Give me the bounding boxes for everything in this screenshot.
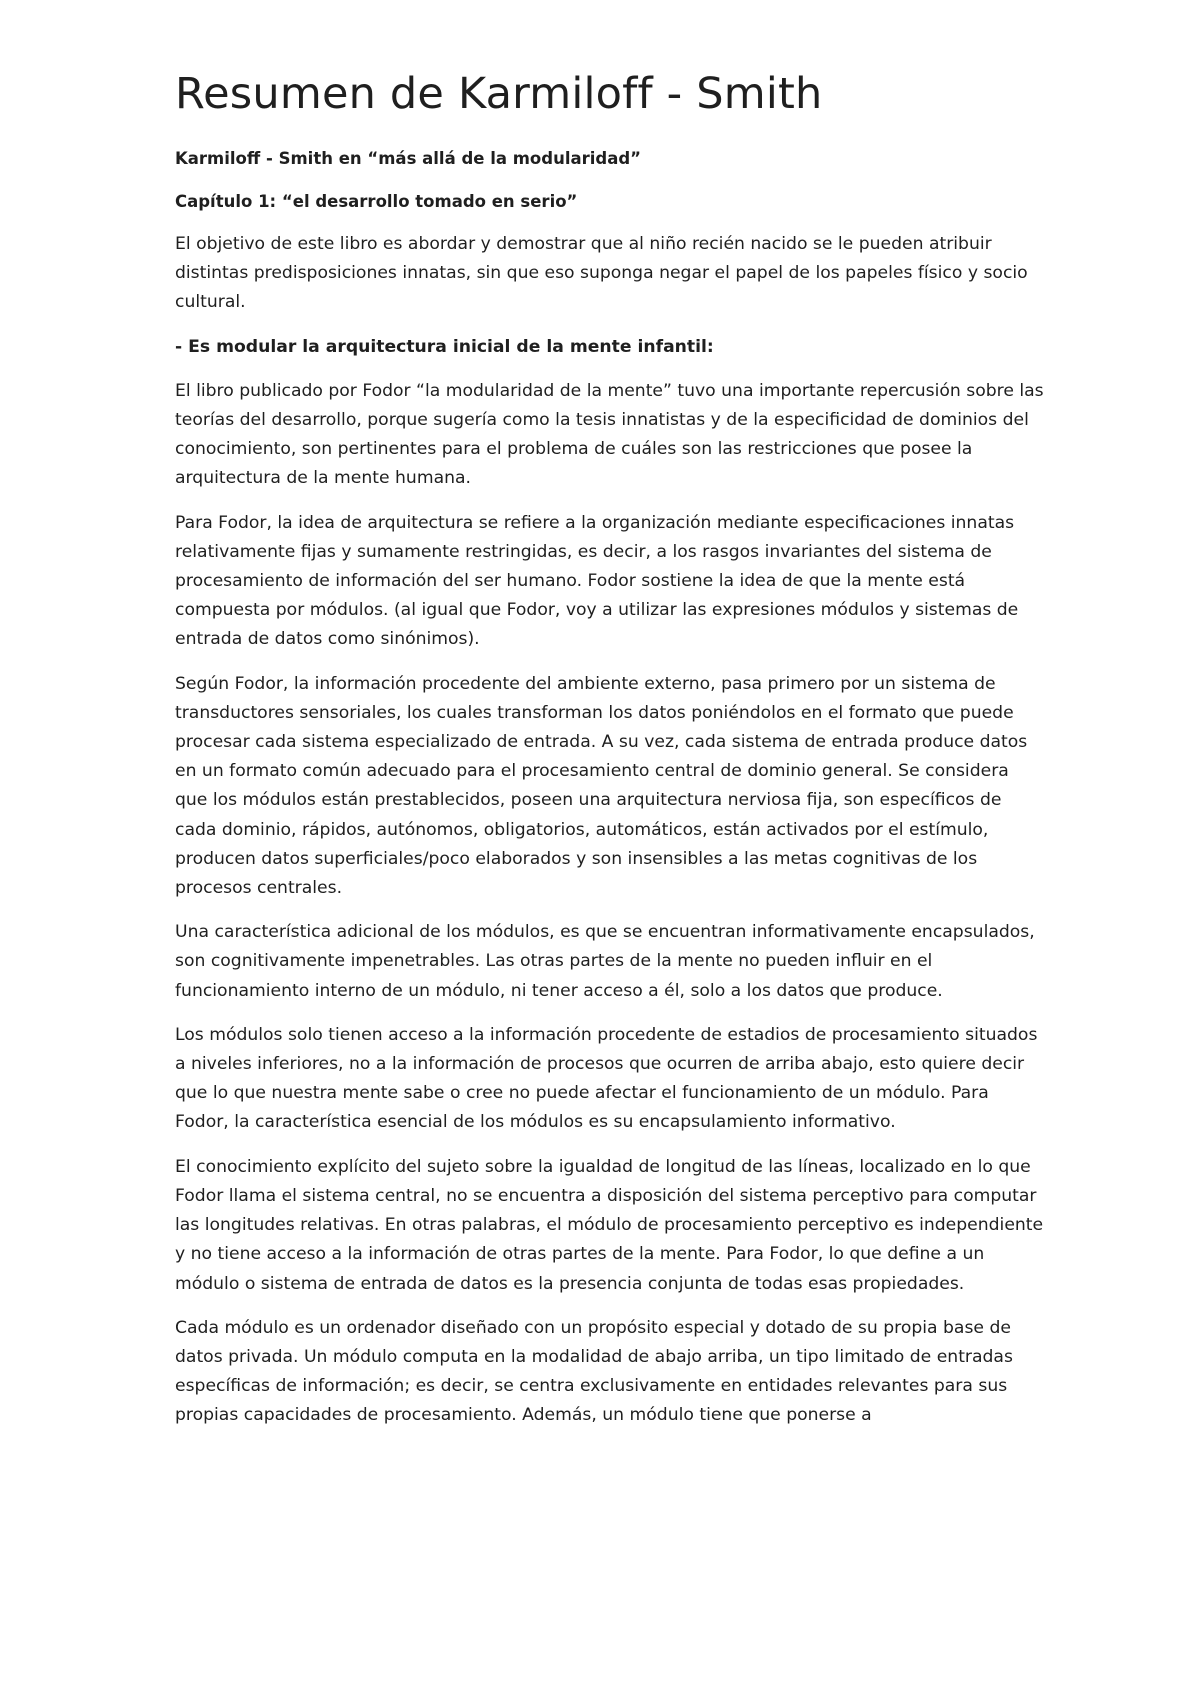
body-paragraph: El conocimiento explícito del sujeto sobre la igualdad de longitud de las líneas, localizado en lo que Fodor llama el sistema central, no se encuentra a disposición del sistema perceptivo para computar las longitudes relativas. En otras palabras, el módulo de procesamiento perceptivo es independiente y no tiene acceso a la información de otras partes de la mente. Para Fodor, lo que define a un módulo o sistema de entrada de datos es la presencia conjunta de todas esas propiedades.	[175, 1156, 1044, 1294]
document-title: Resumen de Karmiloff - Smith	[175, 69, 823, 119]
body-paragraph: Para Fodor, la idea de arquitectura se refiere a la organización mediante especificaciones innatas relativamente fijas y sumamente restringidas, es decir, a los rasgos invariantes del sistema de procesamiento de información del ser humano. Fodor sostiene la idea de que la mente está compuesta por módulos. (al igual que Fodor, voy a utilizar las expresiones módulos y sistemas de entrada de datos como sinónimos).	[175, 512, 1019, 650]
intro-paragraph: El objetivo de este libro es abordar y demostrar que al niño recién nacido se le pueden atribuir distintas predisposiciones innatas, sin que eso suponga negar el papel de los papeles físico y socio cultural.	[175, 234, 1028, 313]
body-paragraph: Una característica adicional de los módulos, es que se encuentran informativamente encapsulados, son cognitivamente impenetrables. Las otras partes de la mente no pueden influir en el funcionamiento interno de un módulo, ni tener acceso a él, solo a los datos que produce.	[175, 922, 1035, 1001]
body-paragraph: El libro publicado por Fodor “la modularidad de la mente” tuvo una importante repercusión sobre las teorías del desarrollo, porque sugería como la tesis innatistas y de la especificidad de dominios del conocimiento, son pertinentes para el problema de cuáles son las restricciones que posee la arquitectura de la mente humana.	[175, 380, 1044, 489]
document-body	[175, 66, 1045, 1446]
document-subtitle: Karmiloff - Smith en “más allá de la modularidad”	[175, 149, 642, 168]
body-paragraph: Según Fodor, la información procedente del ambiente externo, pasa primero por un sistema de transductores sensoriales, los cuales transforman los datos poniéndolos en el formato que puede procesar cada sistema especializado de entrada. A su vez, cada sistema de entrada produce datos en un formato común adecuado para el procesamiento central de dominio general. Se considera que los módulos están prestablecidos, poseen una arquitectura nerviosa fija, son específicos de cada dominio, rápidos, autónomos, obligatorios, automáticos, están activados por el estímulo, producen datos superficiales/poco elaborados y son insensibles a las metas cognitivas de los procesos centrales.	[175, 673, 1028, 899]
chapter-heading: Capítulo 1: “el desarrollo tomado en serio”	[175, 192, 578, 211]
body-paragraph: Cada módulo es un ordenador diseñado con un propósito especial y dotado de su propia base de datos privada. Un módulo computa en la modalidad de abajo arriba, un tipo limitado de entradas específicas de información; es decir, se centra exclusivamente en entidades relevantes para sus propias capacidades de procesamiento. Además, un módulo tiene que ponerse a	[175, 1317, 1013, 1426]
section-heading: - Es modular la arquitectura inicial de la mente infantil:	[175, 336, 714, 357]
body-paragraph: Los módulos solo tienen acceso a la información procedente de estadios de procesamiento situados a niveles inferiores, no a la información de procesos que ocurren de arriba abajo, esto quiere decir que lo que nuestra mente sabe o cree no puede afectar el funcionamiento de un módulo. Para Fodor, la característica esencial de los módulos es su encapsulamiento informativo.	[175, 1024, 1038, 1133]
